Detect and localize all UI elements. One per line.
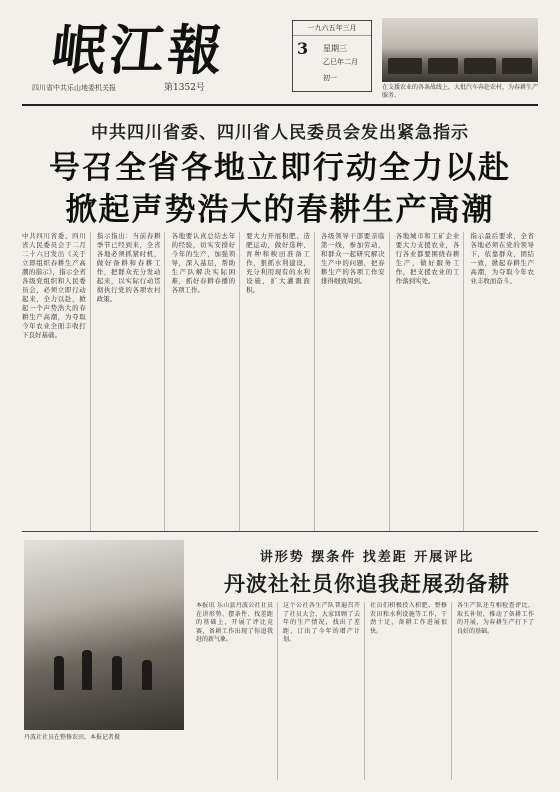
issue-number: 第1352号 bbox=[164, 83, 205, 93]
date-lunar-day: 初一 bbox=[323, 74, 337, 82]
top-photo-caption: 在支援农业的各条战线上，大批汽车奔赴农村，为春耕生产服务。 bbox=[382, 84, 539, 99]
figure-shape bbox=[82, 650, 92, 690]
date-line: 一九六五年三月 bbox=[293, 21, 371, 36]
truck-shape bbox=[502, 58, 532, 74]
date-box bbox=[292, 20, 372, 92]
figure-shape bbox=[112, 656, 122, 690]
bottom-story-headline: 丹波社社员你追我赶展劲备耕 bbox=[224, 572, 510, 596]
headline-kicker: 中共四川省委、四川省人民委员会发出紧急指示 bbox=[91, 123, 469, 143]
truck-shape bbox=[428, 58, 458, 74]
truck-shape bbox=[388, 58, 422, 74]
headline-line-2: 掀起声势浩大的春耕生产高潮 bbox=[65, 192, 495, 228]
bottom-photo-caption: 丹波社社员在整修农田。本报记者摄 bbox=[24, 734, 121, 741]
headline-line-1: 号召全省各地立即行动全力以赴 bbox=[49, 150, 511, 186]
date-lunar: 乙巳年二月 bbox=[323, 58, 358, 66]
main-article-columns bbox=[22, 232, 538, 532]
date-weekday: 星期三 bbox=[323, 44, 347, 53]
top-photo bbox=[382, 18, 538, 82]
bottom-article-column: 本报讯 乐山县丹波公社社员在讲形势、摆条件、找差距的基础上，开展了评比竞赛，备耕工作出现了你追我赶的新气象。 bbox=[196, 602, 278, 780]
article-column: 要大力开展积肥、造肥运动，做好选种、育种和秧田准备工作，狠抓水利建设，充分利用现有的水利设施，扩大灌溉面积。 bbox=[246, 232, 315, 531]
bottom-story-kicker: 讲形势 摆条件 找差距 开展评比 bbox=[259, 550, 475, 565]
bottom-photo bbox=[24, 540, 184, 730]
bottom-article-column: 社员们积极投入积肥、整修农田和水利设施等工作，干劲十足，备耕工作进展很快。 bbox=[370, 602, 452, 780]
bottom-article-column: 这个公社各生产队普遍召开了社员大会，大家回顾了去年的生产情况，找出了差距，订出了今年的增产计划。 bbox=[283, 602, 365, 780]
article-column: 指示最后要求，全省各地必须在党的领导下，依靠群众，团结一致，掀起春耕生产高潮，为夺取今年农业丰收而奋斗。 bbox=[470, 232, 535, 285]
article-column: 中共四川省委、四川省人民委员会于二月二十六日发出《关于立即组织春耕生产高潮的指示》，指示全省各级党组织和人民委员会，必须立即行动起来，全力以赴，掀起一个声势浩大的春耕生产高潮，为夺取今年农业全面丰收打下良好基础。 bbox=[22, 232, 91, 531]
article-column: 各地要认真总结去年的经验，切实安排好今年的生产，加强领导，深入基层，帮助生产队解决实际困难，抓好春耕春播的各项工作。 bbox=[171, 232, 240, 531]
date-day: 3 bbox=[297, 39, 309, 58]
figure-shape bbox=[54, 656, 64, 690]
publisher: 四川省中共乐山地委机关报 bbox=[32, 84, 116, 92]
newspaper-logo: 岷江報 bbox=[48, 18, 230, 82]
bottom-article-column: 各生产队还互相检查评比，取长补短，推动了备耕工作的开展，为春耕生产打下了良好的基础。 bbox=[457, 602, 534, 635]
figure-shape bbox=[142, 660, 152, 690]
article-column: 指示指出：当前春耕季节已经到来，全省各地必须抓紧时机，做好备耕和春耕工作，把群众充分发动起来，以实际行动贯彻执行党的各项农村政策。 bbox=[97, 232, 166, 531]
masthead bbox=[22, 14, 538, 106]
truck-shape bbox=[464, 58, 496, 74]
article-column: 各地城市和工矿企业要大力支援农业，各行各业都要围绕春耕生产，做好服务工作，把支援农业的工作落到实处。 bbox=[396, 232, 465, 531]
publisher-line bbox=[32, 84, 205, 93]
bottom-story-columns bbox=[196, 602, 538, 780]
article-column: 各级领导干部要亲临第一线，参加劳动，和群众一起研究解决生产中的问题，把春耕生产的各项工作安排得细致周到。 bbox=[321, 232, 390, 531]
